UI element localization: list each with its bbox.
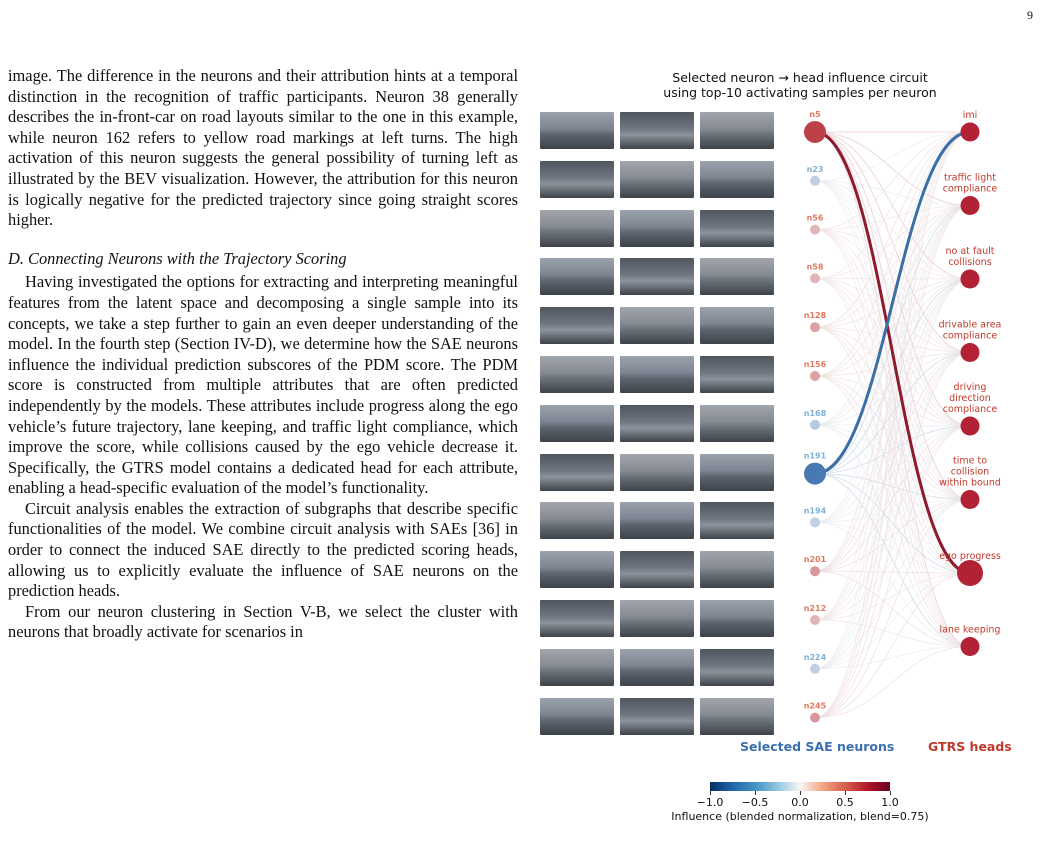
paragraph: Circuit analysis enables the extraction of subgraphs that describe specific functionalities of the model. We combine circuit analysis with SAEs [36] in order to connect the induced SAE directly to the predicted scoring heads, allowing us to explicitly evaluate the influence of SAE neurons on the prediction heads. [8,498,518,601]
neuron-label: n23 [806,164,824,174]
head-node [961,637,980,656]
colorbar-tick [800,791,801,795]
neuron-node [810,566,820,576]
neuron-label: n191 [803,451,827,461]
head-label: ego progress [939,551,1001,562]
page-number: 9 [1027,8,1033,22]
colorbar-tick-label: −0.5 [741,796,769,809]
text-column [8,66,518,643]
colorbar-tick [845,791,846,795]
neuron-label: n5 [809,110,821,119]
head-node [961,417,980,436]
head-label: time to collision within bound [939,455,1001,489]
head-node [961,196,980,215]
gtrs-heads-title: GTRS heads [928,739,1012,754]
influence-edge [815,426,970,718]
head-label: driving direction compliance [942,382,998,415]
neuron-node [810,225,820,235]
head-label: lane keeping [939,624,1001,636]
head-label: imi [962,110,978,121]
neuron-node [810,615,820,625]
head-node [961,490,980,509]
neuron-node [810,273,820,283]
colorbar-tick [890,791,891,795]
colorbar [710,782,890,791]
neuron-label: n58 [806,262,824,272]
neuron-label: n245 [803,701,827,711]
head-node [961,343,980,362]
neuron-node [810,176,820,186]
circuit-figure [530,60,1035,840]
neuron-label: n128 [803,311,827,321]
colorbar-tick-label: 0.5 [836,796,854,809]
neuron-label: n194 [803,506,827,516]
figure-title-line: Selected neuron → head influence circuit [672,70,928,85]
head-label: no at fault collisions [945,246,995,268]
neuron-label: n224 [803,652,827,662]
circuit-graph [530,60,1035,760]
head-node [961,270,980,289]
section-heading: D. Connecting Neurons with the Trajectory Scoring [8,248,347,268]
head-label: traffic light compliance [942,172,998,195]
colorbar-tick-label: 1.0 [881,796,899,809]
colorbar-tick-label: −1.0 [696,796,724,809]
head-node [961,123,980,142]
neuron-node [810,371,820,381]
colorbar-tick-label: 0.0 [791,796,809,809]
paragraph: From our neuron clustering in Section V-B, we select the cluster with neurons that broadly activate for scenarios in [8,601,518,642]
neuron-label: n168 [803,408,827,418]
colorbar-tick [710,791,711,795]
head-node [957,560,983,586]
neuron-label: n56 [806,213,824,223]
neuron-node [810,713,820,723]
paragraph: Having investigated the options for extracting and interpreting meaningful features from the latent space and decomposing a single sample into its concepts, we take a step further to gain an even deeper understanding of the model. In the fourth step (Section IV-D), we determine how the SAE neurons influence the individual prediction subscores of the PDM score. The PDM score is constructed from multiple attributes that are often predicted independently by the models. These attributes include progress along the ego vehicle’s future trajectory, lane keeping, and traffic light compliance, which improve the score, while collisions caused by the ego vehicle decrease it. Specifically, the GTRS model contains a dedicated head for each attribute, enabling a head-specific evaluation of the model’s functionality. [8,272,518,498]
neuron-label: n212 [803,604,827,613]
neuron-node [810,420,820,430]
neuron-node [804,121,826,143]
neuron-node [810,322,820,332]
influence-edge [815,206,970,572]
neuron-node [804,463,826,485]
figure-title-line: using top-10 activating samples per neuron [663,85,937,100]
colorbar-label: Influence (blended normalization, blend=0.75) [671,810,929,823]
neuron-label: n156 [803,360,827,369]
neuron-node [810,664,820,674]
neuron-label: n201 [803,555,827,565]
influence-edge [815,573,970,620]
influence-edge [815,426,970,620]
sae-neurons-title: Selected SAE neurons [740,739,895,754]
neuron-node [810,517,820,527]
paragraph: image. The difference in the neurons and their attribution hints at a temporal distinction in the recognition of traffic participants. Neuron 38 generally describes the in-front-car on road layouts similar to the one in this example, while neuron 162 refers to yellow road markings at left turns. The high activation of this neuron suggests the general possibility of turning left as illustrated by the BEV visualization. However, the attribution for this neuron is logically negative for the predicted trajectory since going straight scores higher. [8,66,518,230]
head-label: drivable area compliance [938,319,1002,342]
colorbar-tick [755,791,756,795]
